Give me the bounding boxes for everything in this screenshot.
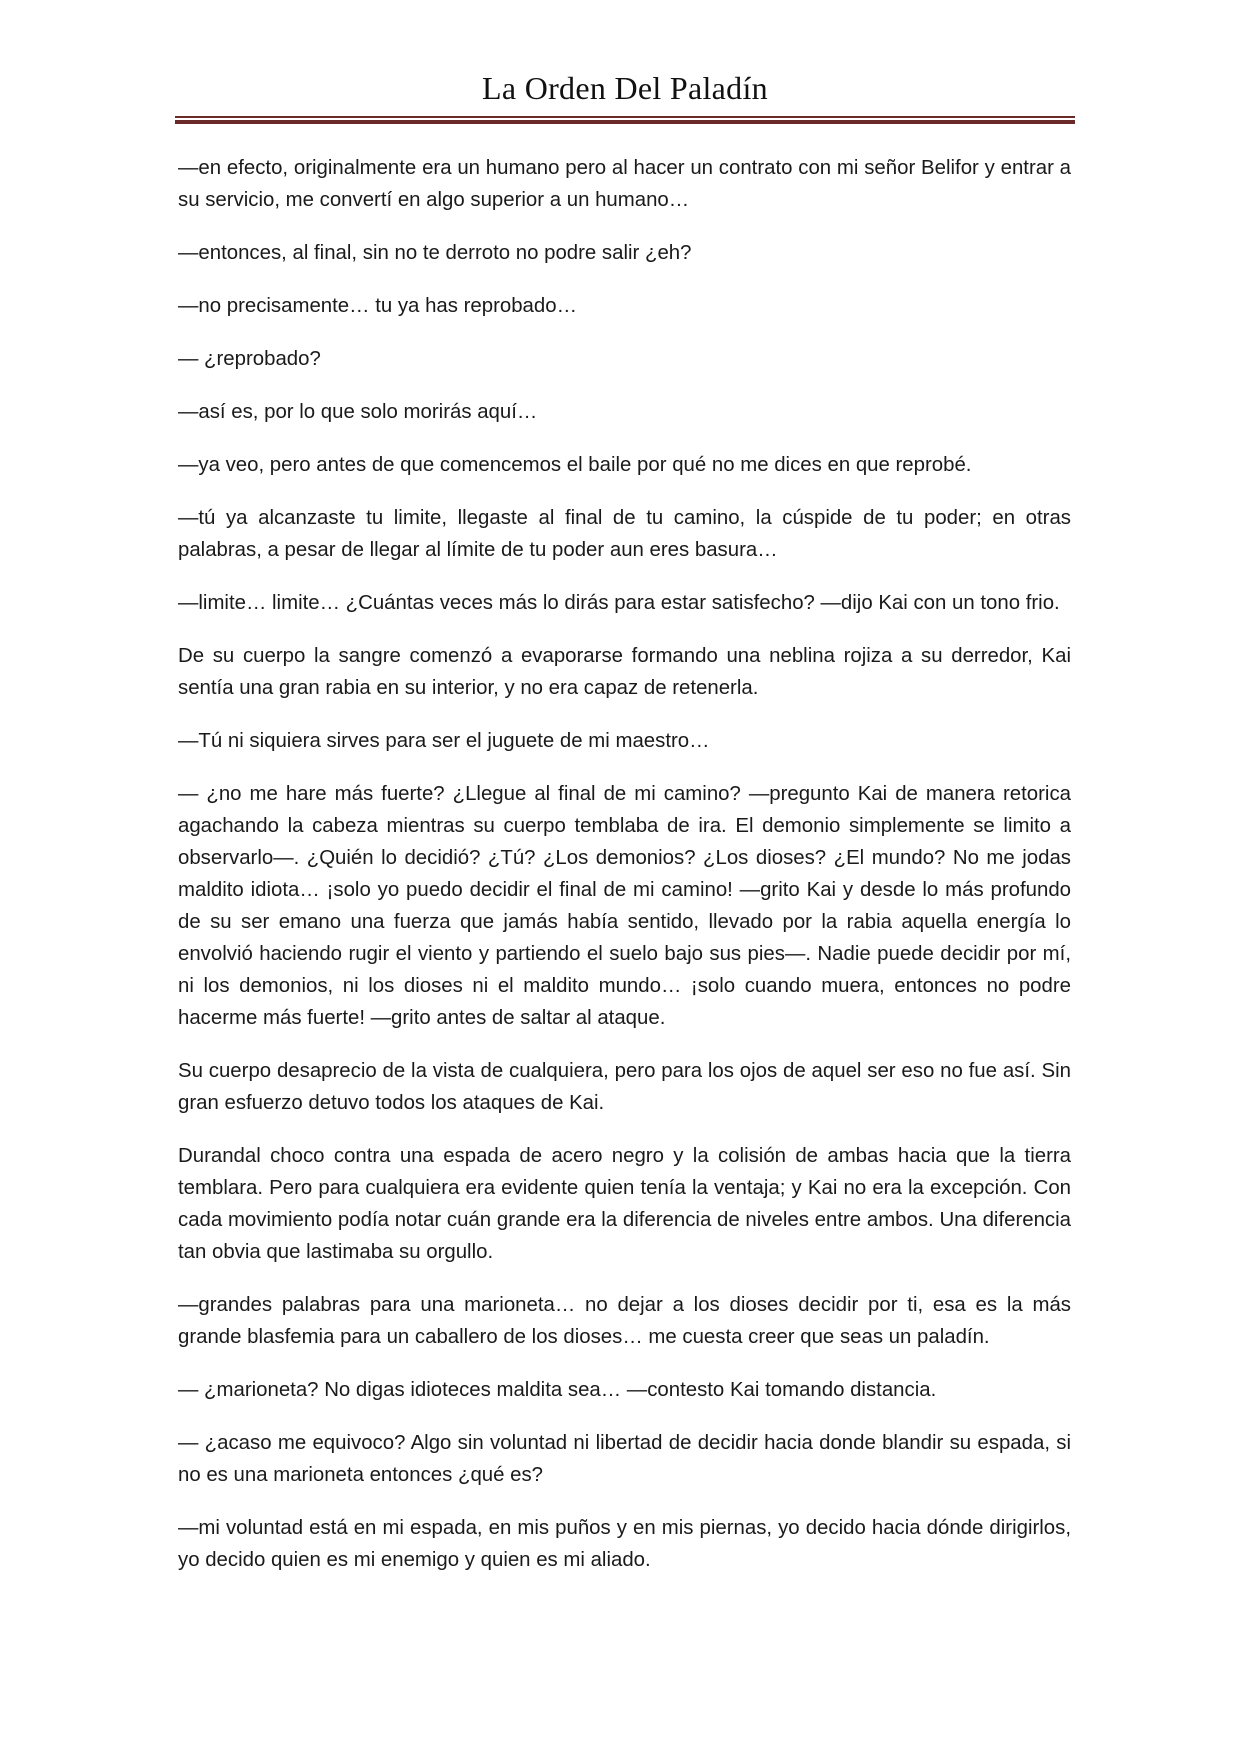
paragraph: — ¿reprobado? [178,348,321,370]
paragraph: —Tú ni siquiera sirves para ser el juguete de mi maestro… [178,730,710,752]
paragraph: —no precisamente… tu ya has reprobado… [178,295,577,317]
book-title: La Orden Del Paladín [482,70,768,106]
paragraph: —grandes palabras para una marioneta… no dejar a los dioses decidir por ti, esa es la más grande blasfemia para un caballero de los dioses… me cuesta creer que seas un paladín. [178,1294,1071,1348]
paragraph: —limite… limite… ¿Cuántas veces más lo dirás para estar satisfecho? —dijo Kai con un tono frio. [178,592,1060,614]
header-divider-thin-line [175,116,1075,118]
paragraph: — ¿marioneta? No digas idioteces maldita sea… —contesto Kai tomando distancia. [178,1379,937,1401]
paragraph: De su cuerpo la sangre comenzó a evaporarse formando una neblina rojiza a su derredor, Kai sentía una gran rabia en su interior, y no era capaz de retenerla. [178,645,1071,699]
paragraph: —ya veo, pero antes de que comencemos el baile por qué no me dices en que reprobé. [178,454,972,476]
paragraph: —así es, por lo que solo morirás aquí… [178,401,538,423]
body-text [178,152,1071,1597]
paragraph: — ¿no me hare más fuerte? ¿Llegue al final de mi camino? —pregunto Kai de manera retorica agachando la cabeza mientras su cuerpo temblaba de ira. El demonio simplemente se limito a observarlo—. ¿Quién lo decidió? ¿Tú? ¿Los demonios? ¿Los dioses? ¿El mundo? No me jodas maldito idiota… ¡solo yo puedo decidir el final de mi camino! —grito Kai y desde lo más profundo de su ser emano una fuerza que jamás había sentido, llevado por la rabia aquella energía lo envolvió haciendo rugir el viento y partiendo el suelo bajo sus pies—. Nadie puede decidir por mí, ni los demonios, ni los dioses ni el maldito mundo… ¡solo cuando muera, entonces no podre hacerme más fuerte! —grito antes de saltar al ataque. [178,783,1071,1029]
paragraph: —en efecto, originalmente era un humano pero al hacer un contrato con mi señor Belifor y entrar a su servicio, me convertí en algo superior a un humano… [178,157,1071,211]
paragraph: —entonces, al final, sin no te derroto no podre salir ¿eh? [178,242,692,264]
page-header [175,70,1075,107]
paragraph: Durandal choco contra una espada de acero negro y la colisión de ambas hacia que la tierra temblara. Pero para cualquiera era evidente quien tenía la ventaja; y Kai no era la excepción. Con cada movimiento podía notar cuán grande era la diferencia de niveles entre ambos. Una diferencia tan obvia que lastimaba su orgullo. [178,1145,1071,1263]
header-divider-thick-line [175,120,1075,124]
paragraph: —mi voluntad está en mi espada, en mis puños y en mis piernas, yo decido hacia dónde dirigirlos, yo decido quien es mi enemigo y quien es mi aliado. [178,1517,1071,1571]
paragraph: — ¿acaso me equivoco? Algo sin voluntad ni libertad de decidir hacia donde blandir su espada, si no es una marioneta entonces ¿qué es? [178,1432,1071,1486]
header-divider [175,116,1075,124]
paragraph: —tú ya alcanzaste tu limite, llegaste al final de tu camino, la cúspide de tu poder; en otras palabras, a pesar de llegar al límite de tu poder aun eres basura… [178,507,1071,561]
paragraph: Su cuerpo desaprecio de la vista de cualquiera, pero para los ojos de aquel ser eso no fue así. Sin gran esfuerzo detuvo todos los ataques de Kai. [178,1060,1071,1114]
